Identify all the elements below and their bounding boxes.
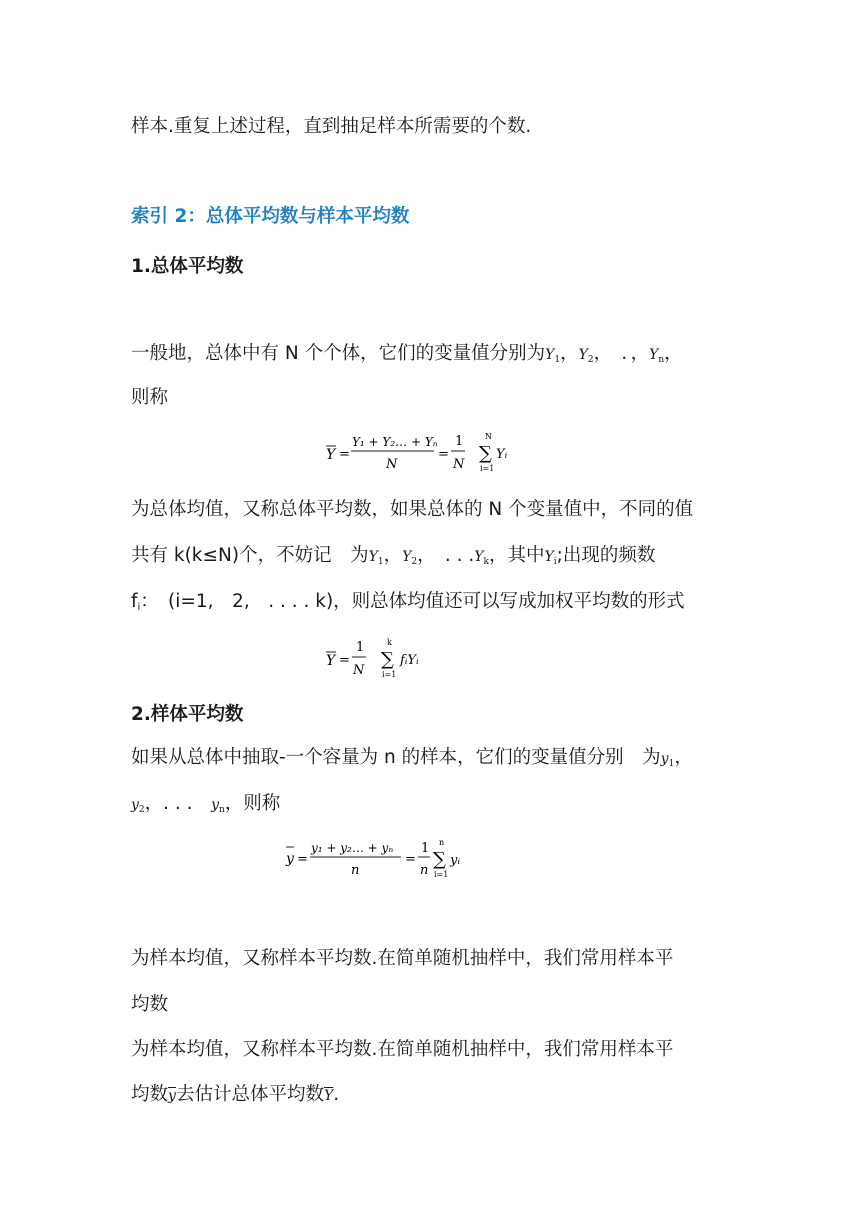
equals: =	[405, 852, 416, 867]
fraction-N: N	[353, 663, 365, 678]
formula-lhs: y	[286, 851, 294, 867]
formula-lhs: Y	[326, 447, 336, 463]
sigma: ∑	[381, 649, 394, 670]
formula-denominator: n	[351, 863, 360, 878]
text-span: 为样本均值，又称样本平均数.在简单随机抽样中，我们常用样本平	[131, 948, 674, 969]
formula-svg	[320, 632, 460, 682]
formula-denominator: N	[386, 457, 398, 472]
equals: =	[438, 447, 449, 462]
sum-lower: i=1	[434, 870, 449, 879]
paragraph-2-line-1	[131, 497, 693, 523]
text-span: 均数	[131, 1084, 169, 1105]
paragraph-5-line-1	[131, 1037, 673, 1063]
text-span: ，	[674, 747, 693, 768]
text-span: ，. . .	[144, 793, 212, 814]
formula-population-mean	[320, 426, 540, 476]
math-Yi: $Y_i$	[544, 549, 557, 567]
paragraph-3-line-2	[131, 791, 280, 823]
fraction-one: 1	[356, 640, 365, 655]
text-span: 一般地，总体中有 N 个个体，它们的变量值分别为	[131, 343, 546, 364]
paragraph-2-line-3	[131, 589, 685, 621]
text-span: 为样本均值，又称样本平均数.在简单随机抽样中，我们常用样本平	[131, 1039, 674, 1060]
text-span: ： (i=1, 2, . . . . k)，则总体均值还可以写成加权平均数的形式	[140, 591, 685, 612]
sum-upper: n	[439, 838, 445, 847]
text-span: ;出现的频数	[556, 545, 656, 566]
math-Yk: $Y_k$	[474, 549, 489, 567]
subsection-text: 2.样体平均数	[131, 704, 244, 725]
paragraph-4-line-1	[131, 946, 673, 972]
equals: =	[339, 447, 350, 462]
formula-svg	[280, 833, 480, 883]
formula-weighted-mean	[320, 632, 460, 682]
equals: =	[297, 852, 308, 867]
formula-lhs: Y	[326, 653, 336, 669]
math-yn: $y_n$	[211, 797, 225, 815]
math-Ybar: $\overline{Y}$	[323, 1088, 334, 1104]
sum-upper: N	[485, 432, 492, 441]
text-span: ，其中	[488, 545, 545, 566]
heading-text: 索引 2：总体平均数与样本平均数	[131, 206, 410, 227]
text-span: 则称	[131, 387, 169, 408]
paragraph-1-line-2	[131, 385, 168, 411]
text-span: ， ．，	[593, 343, 650, 364]
fraction-one: 1	[455, 434, 464, 449]
sum-lower: i=1	[382, 670, 397, 679]
text-span: ，	[664, 343, 683, 364]
formula-numerator: Y₁ + Y₂… + Yₙ	[352, 435, 438, 449]
math-Y2: $Y_2$	[578, 347, 594, 365]
formula-svg	[320, 426, 540, 476]
formula-numerator: y₁ + y₂… + yₙ	[311, 841, 394, 855]
math-Yn: $Y_n$	[649, 347, 665, 365]
subsection-title-2	[131, 702, 243, 728]
text-span: ，	[560, 343, 579, 364]
subsection-title-1	[131, 254, 243, 280]
text-span: 如果从总体中抽取-一个容量为 n 的样本，它们的变量值分别 为	[131, 747, 661, 768]
text-span: .	[333, 1084, 340, 1105]
sum-term: yᵢ	[450, 853, 460, 868]
paragraph-1-line-1	[131, 341, 683, 373]
sum-term: fᵢYᵢ	[400, 653, 419, 668]
sigma: ∑	[433, 849, 446, 870]
text-span: ，	[383, 545, 403, 566]
text-span: 去估计总体平均数	[175, 1084, 324, 1105]
paragraph-continuation	[131, 114, 531, 140]
text-span: ， . . .	[417, 545, 475, 566]
fraction-one: 1	[421, 841, 430, 856]
text-span: ，则称	[224, 793, 281, 814]
math-y1: $y_1$	[660, 751, 675, 769]
math-y2: $y_2$	[131, 797, 145, 815]
equals: =	[339, 653, 350, 668]
text-span: 共有 k(k≤N)个，不妨记 为	[131, 545, 369, 566]
text-span: 样本.重复上述过程，直到抽足样本所需要的个数.	[131, 116, 532, 137]
sum-term: Yᵢ	[496, 447, 508, 462]
fraction-N: N	[453, 457, 465, 472]
fraction-n: n	[420, 863, 429, 878]
subsection-text: 1.总体平均数	[131, 256, 244, 277]
math-ybar: $\overline{y}$	[168, 1088, 176, 1104]
paragraph-2-line-2	[131, 543, 655, 575]
subscript: i	[137, 602, 141, 613]
math-Y1: $Y_1$	[368, 549, 384, 567]
text-span: 为总体均值，又称总体平均数，如果总体的 N 个变量值中，不同的值	[131, 499, 694, 520]
sum-upper: k	[387, 638, 392, 647]
paragraph-3-line-1	[131, 745, 693, 777]
text-span: 均数	[131, 994, 169, 1015]
formula-sample-mean	[280, 833, 480, 883]
math-Y2: $Y_2$	[402, 549, 418, 567]
paragraph-4-line-2	[131, 992, 168, 1018]
sum-lower: i=1	[480, 464, 495, 473]
sigma: ∑	[479, 443, 492, 464]
paragraph-5-line-2	[131, 1082, 339, 1109]
section-heading-index	[131, 204, 409, 230]
text-span: f	[131, 591, 138, 612]
math-Y1: $Y_1$	[545, 347, 561, 365]
